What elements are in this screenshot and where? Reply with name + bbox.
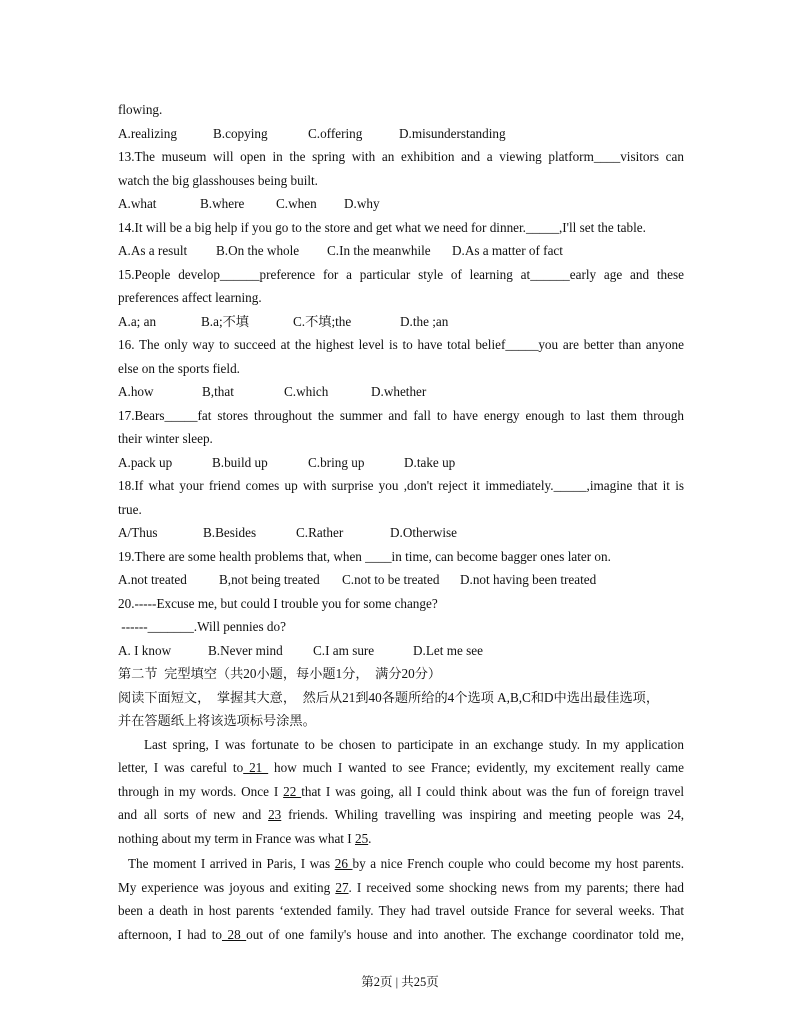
passage-line bbox=[118, 827, 684, 851]
option-c: C.bring up bbox=[308, 454, 365, 470]
q12-tail: flowing. bbox=[118, 102, 163, 117]
option-d: D.Let me see bbox=[413, 642, 483, 658]
option-d: D.Otherwise bbox=[390, 525, 458, 540]
option-d: D.misunderstanding bbox=[399, 125, 506, 141]
page-footer: 第2页 | 共25页 bbox=[361, 975, 439, 989]
passage-text: . I received some shocking news from my parents; there had bbox=[348, 879, 684, 895]
option-b: B.where bbox=[200, 196, 245, 211]
q13-stem-line1: 13.The museum will open in the spring with an exhibition and a viewing platform____visitors can bbox=[118, 149, 684, 164]
passage-text: by a nice French couple who could become my host parents. bbox=[352, 856, 684, 871]
option-b: B.copying bbox=[213, 125, 268, 141]
option-a: A. I know bbox=[118, 642, 172, 658]
passage-line bbox=[118, 780, 684, 804]
option-b: B,that bbox=[202, 384, 234, 399]
passage-text: through in my words. Once I bbox=[118, 783, 284, 799]
option-d: D.whether bbox=[371, 384, 427, 399]
passage-line bbox=[118, 756, 684, 780]
q18-stem-line1: 18.If what your friend comes up with surprise you ,don't reject it immediately._____,imagine that it is bbox=[118, 478, 684, 493]
q17-options bbox=[118, 451, 684, 475]
section-instruction-line1: 阅读下面短文， 掌握其大意， 然后从21到40各题所给的4个选项 A,B,C和D中选出最佳选项， bbox=[118, 689, 660, 705]
passage-text: and all sorts of new and bbox=[118, 807, 269, 822]
option-a: A.As a result bbox=[118, 243, 188, 258]
option-a: A.how bbox=[118, 384, 154, 399]
passage-text: nothing about my term in France was what I bbox=[118, 830, 355, 846]
q14-options bbox=[118, 239, 684, 263]
passage-text: that I was going, all I could think about was the fun of foreign travel bbox=[301, 783, 684, 799]
option-a: A.not treated bbox=[118, 572, 187, 587]
q17-stem-line2: their winter sleep. bbox=[118, 431, 213, 446]
option-c: C.offering bbox=[308, 125, 363, 141]
option-c: C.Rather bbox=[296, 525, 344, 540]
passage-line bbox=[118, 876, 684, 900]
q12-options bbox=[118, 122, 684, 146]
option-d: D.not having been treated bbox=[460, 572, 597, 587]
option-c: C.not to be treated bbox=[342, 572, 440, 587]
option-b: B.Besides bbox=[203, 525, 257, 540]
passage-text: The moment I arrived in Paris, I was bbox=[128, 856, 335, 871]
passage-line: been a death in host parents ‘extended family. They had travel outside France for several weeks. That bbox=[118, 903, 684, 918]
q13-stem-line2: watch the big glasshouses being built. bbox=[118, 172, 318, 188]
page-content bbox=[118, 98, 684, 946]
option-d: D.take up bbox=[404, 454, 456, 470]
passage-text: My experience was joyous and exiting bbox=[118, 879, 336, 895]
option-c: C.when bbox=[276, 196, 317, 211]
blank-28: 28 bbox=[221, 926, 247, 942]
q18-options bbox=[118, 521, 684, 545]
q20-stem-line2: ------_______.Will pennies do? bbox=[118, 619, 286, 634]
section-heading: 第二节 完型填空（共20小题，每小题1分， 满分20分） bbox=[118, 666, 442, 681]
q14-stem-line1: 14.It will be a big help if you go to the store and get what we need for dinner._____,I'll set the table. bbox=[118, 219, 646, 235]
q15-stem-line1: 15.People develop______preference for a particular style of learning at______early age and these bbox=[118, 266, 684, 282]
passage-text: letter, I was careful to bbox=[118, 760, 244, 775]
option-a: A.realizing bbox=[118, 125, 177, 141]
option-c: C.I am sure bbox=[313, 642, 375, 658]
passage-text: out of one family's house and into another. The exchange coordinator told me, bbox=[246, 926, 685, 942]
q16-stem-line2: else on the sports field. bbox=[118, 360, 240, 376]
q15-options bbox=[118, 310, 684, 334]
option-c: C.In the meanwhile bbox=[327, 243, 431, 258]
q20-options bbox=[118, 639, 684, 663]
passage-paragraph-2 bbox=[118, 852, 684, 946]
passage-line: Last spring, I was fortunate to be chosen to participate in an exchange study. In my application bbox=[144, 736, 684, 752]
option-a: A.pack up bbox=[118, 454, 173, 470]
q19-options bbox=[118, 568, 684, 592]
option-c: C.不填;the bbox=[293, 313, 352, 329]
q20-stem-line1: 20.-----Excuse me, but could I trouble you for some change? bbox=[118, 595, 438, 611]
passage-text: afternoon, I had to bbox=[118, 926, 222, 942]
option-b: B.build up bbox=[212, 454, 268, 470]
passage-text: how much I wanted to see France; evidently, my excitement really came bbox=[274, 760, 684, 775]
passage-text: . bbox=[368, 830, 372, 846]
q13-options bbox=[118, 192, 684, 216]
option-b: B.On the whole bbox=[216, 243, 300, 258]
option-d: D.As a matter of fact bbox=[452, 243, 563, 258]
q16-stem-line1: 16. The only way to succeed at the highest level is to have total belief_____you are better than anyone bbox=[118, 337, 684, 352]
passage-paragraph-1 bbox=[118, 733, 684, 851]
option-a: A/Thus bbox=[118, 525, 158, 540]
q15-stem-line2: preferences affect learning. bbox=[118, 290, 262, 305]
q19-stem-line1: 19.There are some health problems that, when ____in time, can become bagger ones later on. bbox=[118, 548, 611, 564]
blank-25: 25 bbox=[354, 830, 369, 846]
option-b: B,not being treated bbox=[219, 572, 320, 587]
option-b: B.Never mind bbox=[208, 642, 283, 658]
passage-line bbox=[118, 803, 684, 827]
section-instruction-line2: 并在答题纸上将该选项标号涂黑。 bbox=[118, 713, 316, 728]
blank-21: 21 bbox=[243, 760, 269, 775]
option-c: C.which bbox=[284, 384, 329, 399]
option-a: A.what bbox=[118, 196, 157, 211]
q16-options bbox=[118, 380, 684, 404]
option-b: B.a;不填 bbox=[201, 313, 249, 329]
option-d: D.why bbox=[344, 196, 380, 211]
passage-text: friends. Whiling travelling was inspiring and meeting people was 24, bbox=[281, 807, 684, 822]
blank-26: 26 bbox=[334, 856, 353, 871]
q18-stem-line2: true. bbox=[118, 501, 142, 517]
passage-line bbox=[118, 852, 684, 876]
passage-line bbox=[118, 923, 684, 947]
option-a: A.a; an bbox=[118, 313, 157, 329]
option-d: D.the ;an bbox=[400, 313, 449, 329]
blank-27: 27 bbox=[335, 879, 349, 895]
q17-stem-line1: 17.Bears_____fat stores throughout the summer and fall to have energy enough to last them through bbox=[118, 407, 684, 423]
blank-22: 22 bbox=[283, 783, 302, 799]
blank-23: 23 bbox=[268, 807, 282, 822]
